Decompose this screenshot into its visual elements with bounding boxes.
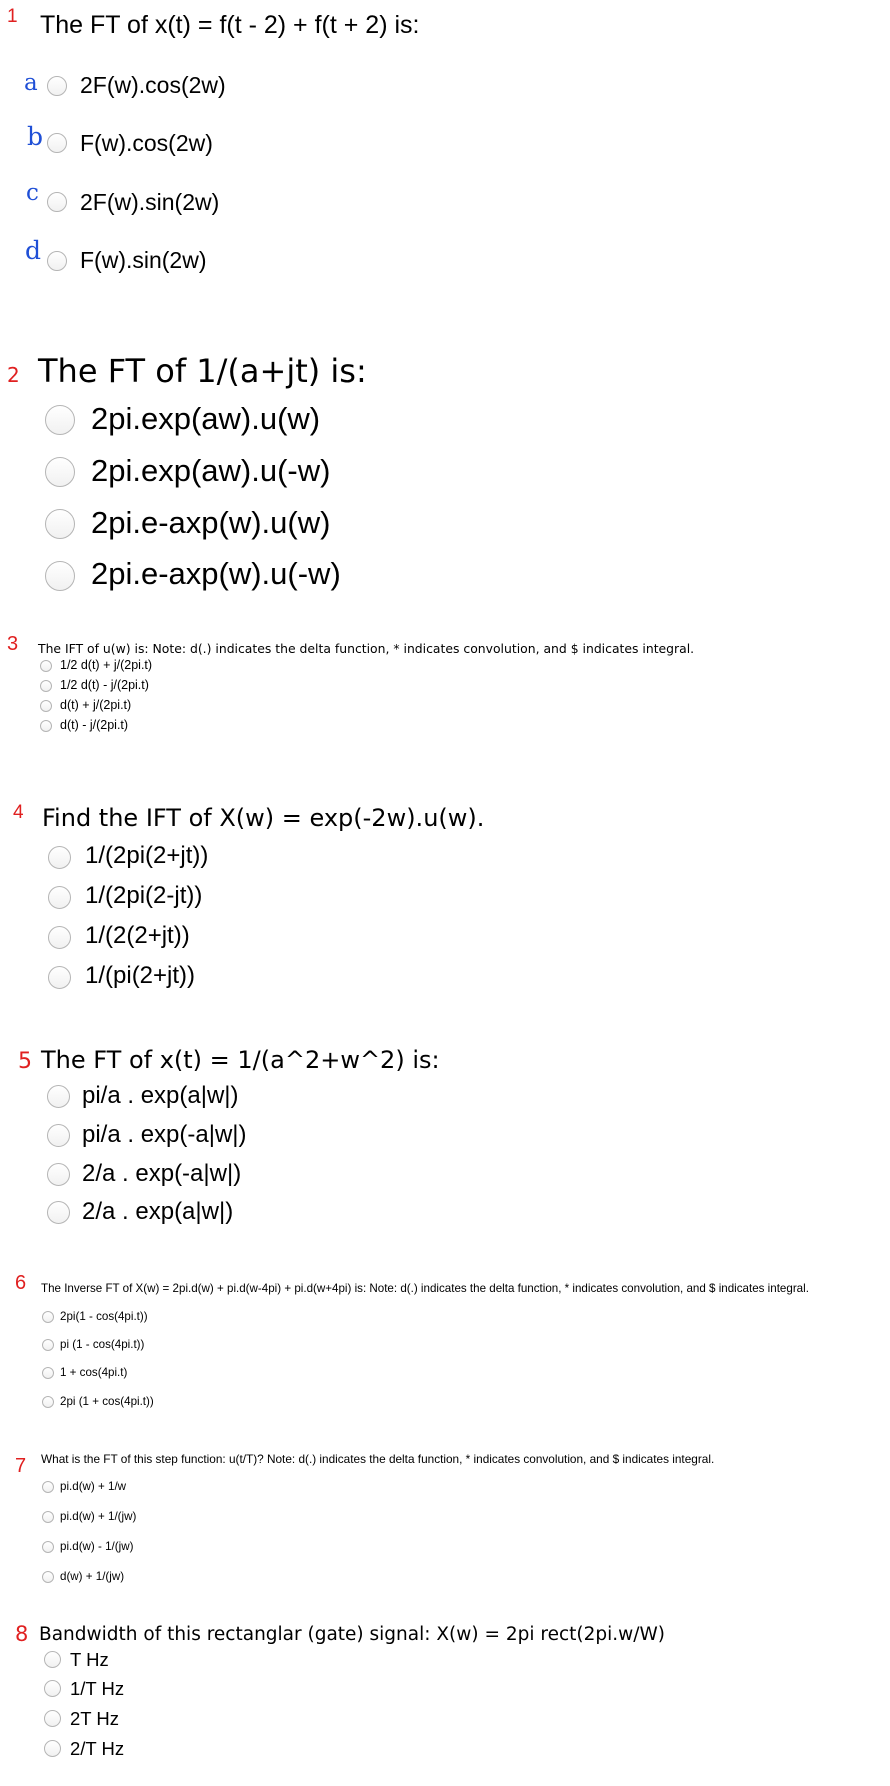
option-label[interactable]: pi.d(w) - 1/(jw) [60,1540,134,1553]
radio-button[interactable] [48,846,71,869]
option-label[interactable]: 1/2 d(t) - j/(2pi.t) [60,678,149,692]
option-label[interactable]: 2pi.exp(aw).u(w) [91,401,321,436]
radio-button[interactable] [47,133,67,153]
option-label[interactable]: 2pi.e-axp(w).u(w) [91,505,331,540]
radio-button[interactable] [47,1201,70,1224]
option-letter: b [27,122,44,151]
option-label[interactable]: 1/(2(2+jt)) [85,922,190,949]
option-label[interactable]: 2pi.e-axp(w).u(-w) [91,556,341,591]
question-text: Find the IFT of X(w) = exp(-2w).u(w). [42,804,485,832]
question-number: 3 [7,633,19,655]
radio-button[interactable] [42,1571,54,1583]
radio-button[interactable] [42,1339,54,1351]
radio-button[interactable] [45,457,75,487]
question-number: 8 [15,1622,29,1646]
option-label[interactable]: 1 + cos(4pi.t) [60,1366,128,1379]
radio-button[interactable] [47,192,67,212]
option-label[interactable]: T Hz [70,1649,109,1670]
radio-button[interactable] [42,1367,54,1379]
radio-button[interactable] [48,966,71,989]
radio-button[interactable] [42,1396,54,1408]
radio-button[interactable] [47,1124,70,1147]
radio-button[interactable] [48,926,71,949]
radio-button[interactable] [47,1085,70,1108]
option-label[interactable]: pi/a . exp(a|w|) [82,1082,239,1109]
question-text: The Inverse FT of X(w) = 2pi.d(w) + pi.d(w-4pi) + pi.d(w+4pi) is: Note: d(.) indicates the delta function, * indicates convolution, and $ indicates integral. [41,1282,809,1295]
question-number: 2 [7,363,20,387]
option-label[interactable]: 2F(w).cos(2w) [80,72,226,98]
radio-button[interactable] [47,1163,70,1186]
option-label[interactable]: d(w) + 1/(jw) [60,1570,125,1583]
option-label[interactable]: d(t) + j/(2pi.t) [60,698,132,712]
option-label[interactable]: 2/a . exp(-a|w|) [82,1160,242,1187]
option-letter: a [24,70,38,96]
radio-button[interactable] [42,1311,54,1323]
option-label[interactable]: d(t) - j/(2pi.t) [60,718,129,732]
option-label[interactable]: 2pi.exp(aw).u(-w) [91,453,331,488]
question-text: The FT of x(t) = f(t - 2) + f(t + 2) is: [40,11,420,39]
question-number: 6 [15,1272,27,1294]
radio-button[interactable] [40,720,52,732]
radio-button[interactable] [45,405,75,435]
option-label[interactable]: 2pi(1 - cos(4pi.t)) [60,1310,148,1323]
option-letter: d [25,236,42,265]
option-label[interactable]: pi (1 - cos(4pi.t)) [60,1338,145,1351]
radio-button[interactable] [44,1651,61,1668]
radio-button[interactable] [40,700,52,712]
question-number: 7 [15,1455,27,1477]
option-label[interactable]: 2T Hz [70,1708,120,1729]
question-text: The IFT of u(w) is: Note: d(.) indicates the delta function, * indicates convolution, and $ indicates integral. [38,641,695,656]
option-label[interactable]: 1/(2pi(2-jt)) [85,882,203,909]
question-number: 5 [18,1049,32,1074]
radio-button[interactable] [42,1541,54,1553]
radio-button[interactable] [40,680,52,692]
option-label[interactable]: pi.d(w) + 1/(jw) [60,1510,137,1523]
option-label[interactable]: F(w).cos(2w) [80,130,213,156]
option-letter: c [26,180,39,206]
question-text: Bandwidth of this rectanglar (gate) signal: X(w) = 2pi rect(2pi.w/W) [39,1624,666,1645]
option-label[interactable]: F(w).sin(2w) [80,247,207,273]
radio-button[interactable] [42,1511,54,1523]
option-label[interactable]: 1/(pi(2+jt)) [85,962,196,989]
option-label[interactable]: 2/T Hz [70,1738,125,1759]
radio-button[interactable] [44,1710,61,1727]
question-number: 4 [13,802,24,823]
option-label[interactable]: 1/T Hz [70,1678,125,1699]
radio-button[interactable] [48,886,71,909]
option-label[interactable]: pi.d(w) + 1/w [60,1480,127,1493]
question-text: What is the FT of this step function: u(t/T)? Note: d(.) indicates the delta function, * indicates convolution, and $ indicates integral. [41,1452,715,1466]
option-label[interactable]: 2/a . exp(a|w|) [82,1198,234,1225]
radio-button[interactable] [42,1481,54,1493]
radio-button[interactable] [40,660,52,672]
radio-button[interactable] [44,1740,61,1757]
option-label[interactable]: 2pi (1 + cos(4pi.t)) [60,1395,154,1408]
radio-button[interactable] [45,561,75,591]
radio-button[interactable] [47,76,67,96]
radio-button[interactable] [45,509,75,539]
option-label[interactable]: 1/2 d(t) + j/(2pi.t) [60,658,153,672]
option-label[interactable]: 1/(2pi(2+jt)) [85,842,209,869]
radio-button[interactable] [47,251,67,271]
question-text: The FT of 1/(a+jt) is: [38,352,367,390]
radio-button[interactable] [44,1680,61,1697]
option-label[interactable]: 2F(w).sin(2w) [80,189,220,215]
question-text: The FT of x(t) = 1/(a^2+w^2) is: [41,1046,440,1074]
option-label[interactable]: pi/a . exp(-a|w|) [82,1121,247,1148]
question-number: 1 [7,6,18,27]
